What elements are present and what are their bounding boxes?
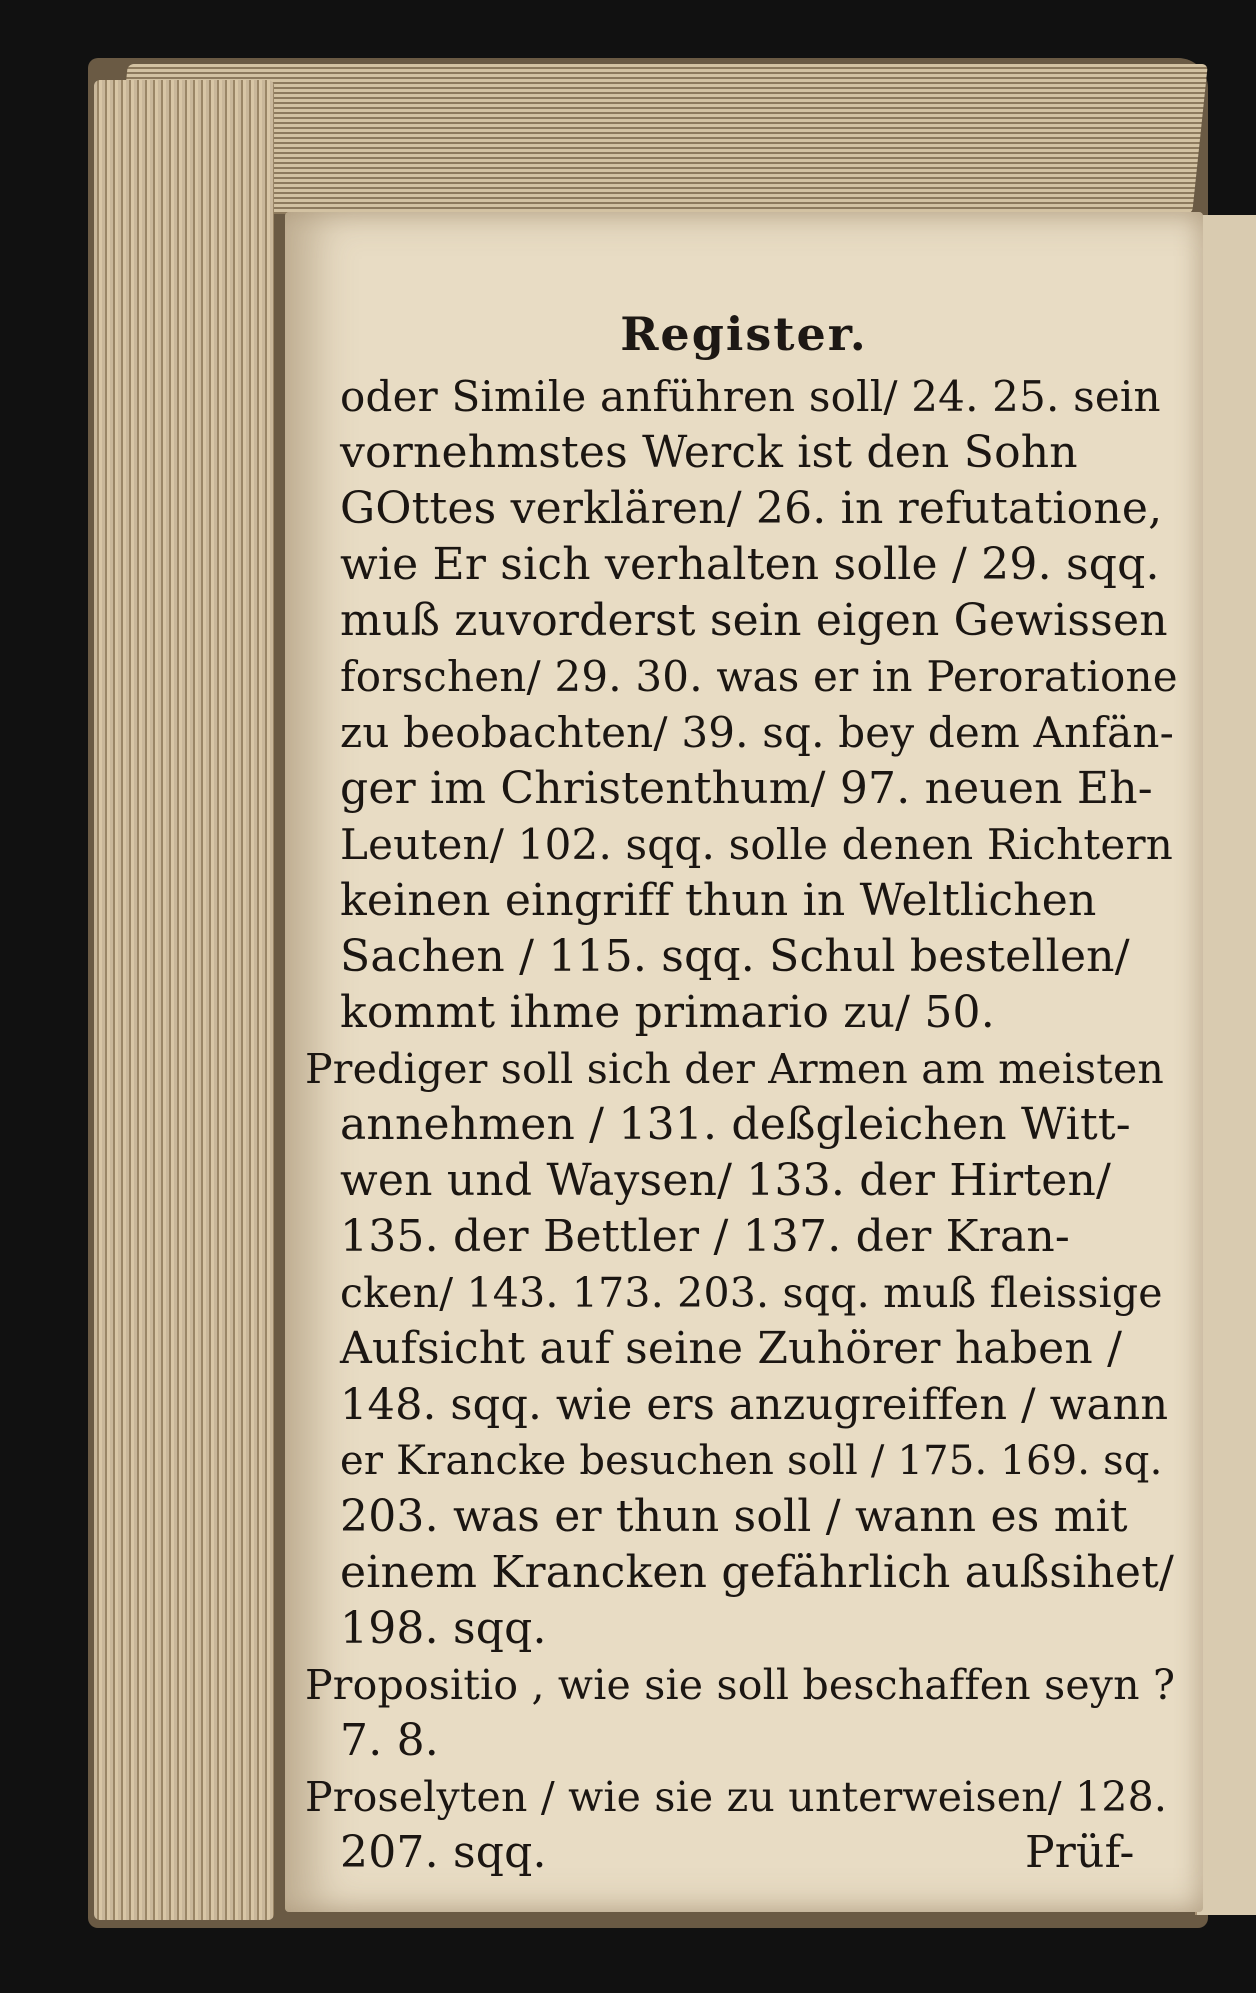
text-line: oder Simile anführen soll/ 24. 25. sein — [340, 372, 1161, 421]
text-line: GOttes verklären/ 26. in refutatione, — [340, 483, 1163, 534]
text-line: ger im Christenthum/ 97. neuen Eh- — [340, 763, 1153, 814]
facing-page-strip — [1195, 215, 1256, 1915]
page-edges-top — [112, 64, 1208, 214]
text-line: wen und Waysen/ 133. der Hirten/ — [340, 1155, 1112, 1206]
text-line: muß zuvorderst sein eigen Gewissen — [340, 595, 1168, 646]
catchword: Prüf- — [1025, 1827, 1135, 1878]
text-line: Proselyten / wie sie zu unterweisen/ 128. — [305, 1773, 1168, 1821]
text-line: einem Krancken gefährlich außsihet/ — [340, 1547, 1175, 1598]
text-line: forschen/ 29. 30. was er in Peroratione — [340, 652, 1178, 701]
text-line: 148. sqq. wie ers anzugreiffen / wann — [340, 1380, 1169, 1430]
text-line: er Krancke besuchen soll / 175. 169. sq. — [340, 1438, 1163, 1484]
running-header: Register. — [620, 307, 868, 361]
text-line: 203. was er thun soll / wann es mit — [340, 1491, 1128, 1542]
text-line: 135. der Bettler / 137. der Kran- — [340, 1211, 1070, 1262]
text-line: Leuten/ 102. sqq. solle denen Richtern — [340, 820, 1174, 869]
text-line: 7. 8. — [340, 1715, 439, 1766]
book-page — [285, 212, 1203, 1912]
text-line: Propositio , wie sie soll beschaffen seyn ? — [305, 1661, 1176, 1709]
text-line: Aufsicht auf seine Zuhörer haben / — [340, 1323, 1123, 1374]
page-edges-side — [94, 80, 274, 1920]
text-line: Prediger soll sich der Armen am meisten — [305, 1045, 1165, 1093]
text-line: cken/ 143. 173. 203. sqq. muß fleissige — [340, 1269, 1163, 1317]
text-line: 198. sqq. — [340, 1603, 547, 1654]
text-line: vornehmstes Werck ist den Sohn — [340, 427, 1078, 478]
text-line: zu beobachten/ 39. sq. bey dem Anfän- — [340, 708, 1174, 757]
text-line: keinen eingriff thun in Weltlichen — [340, 875, 1097, 926]
text-line: 207. sqq. — [340, 1827, 547, 1878]
text-line: wie Er sich verhalten solle / 29. sqq. — [340, 539, 1160, 590]
text-line: annehmen / 131. deßgleichen Witt- — [340, 1099, 1131, 1150]
text-line: Sachen / 115. sqq. Schul bestellen/ — [340, 931, 1130, 982]
text-line: kommt ihme primario zu/ 50. — [340, 987, 995, 1038]
